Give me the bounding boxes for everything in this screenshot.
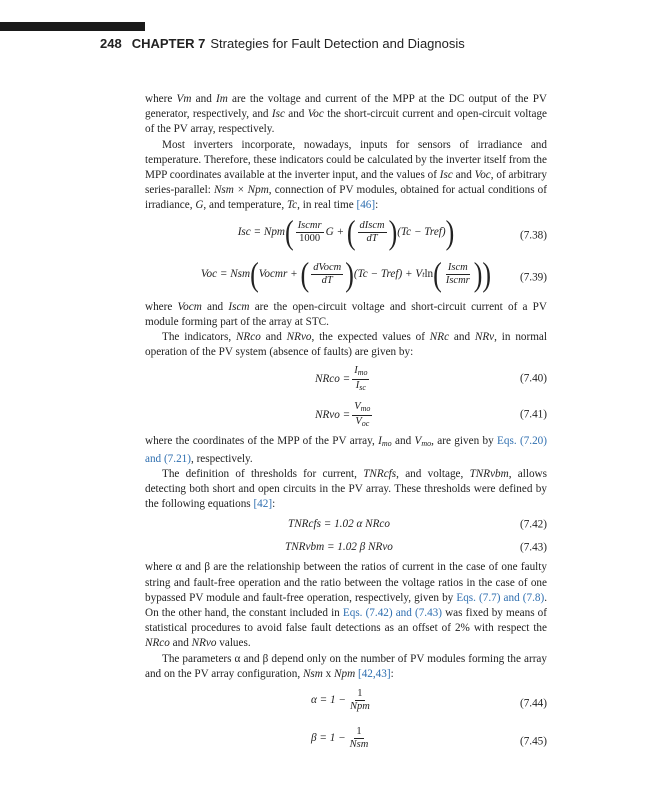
equation-number: (7.38) (519, 229, 547, 242)
equation-7-44: α = 1 − $\frac{1}{\text{Npm}}$ (7.44) (311, 688, 547, 713)
running-header (100, 36, 465, 51)
citation-link[interactable]: [42,43] (357, 667, 391, 680)
equation-7-39: Voc = Nsm ( Vocmr + ( $\frac{\text{dVocm}}{dT}$ ) (Tc − Tref) + V t ln ( $\frac{\text{Iscm}}{\text{Iscmr}}$ ) ) (7.39) (200, 255, 547, 293)
equation-7-41: NRvo = $\frac{V_{mo}}{V_{oc}}$ (7.41) (315, 401, 547, 429)
paragraph-3: where Vocm and Iscm are the open-circuit voltage and short-circuit current of a PV module forming part of the array at STC. (145, 300, 547, 328)
paragraph-2: Most inverters incorporate, nowadays, inputs for sensors of irradiance and temperature. Therefore, these indicators could be calculated by the inverter itself from the MPP coordinates available at the inverter input, and the values of Isc and Voc, of arbitrary series-parallel: Nsm × Npm, connection of PV modules, obtained for actual conditions of irradiance, G, and temperature, Tc, in real time [46]: (145, 138, 547, 212)
equation-number: (7.45) (519, 735, 547, 748)
equation-7-43: TNRvbm = 1.02 β NRvo (7.43) (145, 537, 547, 558)
chapter-title: Strategies for Fault Detection and Diagnosis (210, 36, 465, 51)
equation-reference-link[interactable]: Eqs. (7.42) and (7.43) (342, 607, 442, 620)
equation-number: (7.43) (519, 541, 547, 554)
paragraph-7: where α and β are the relationship between the ratios of current in the case of one faulty string and fault-free operation and the ratio between the voltage ratios in the case of one bypassed PV module and fault-free operation, respectively, given by Eqs. (7.7) and (7.8). On the other hand, the constant included in Eqs. (7.42) and (7.43) was fixed by means of statistical procedures to avoid false fault detections as an offset of 2% with respect the NRco and NRvo values. (145, 561, 547, 650)
equation-7-40: NRco = $\frac{I_{mo}}{I_{sc}}$ (7.40) (315, 365, 547, 393)
paragraph-1: where Vm and Im are the voltage and current of the MPP at the DC output of the PV generator, respectively, and Isc and Voc the short-circuit current and open-circuit voltage of the PV array, respectively. (145, 93, 548, 136)
equation-number: (7.42) (519, 518, 547, 531)
equation-reference-link[interactable]: Eqs. (7.20) and (7.21) (145, 435, 548, 465)
paragraph-4: The indicators, NRco and NRvo, the expected values of NRc and NRv, in normal operation of the PV system (absence of faults) are given by: (145, 331, 548, 359)
equation-number: (7.40) (519, 372, 547, 385)
citation-link[interactable]: [46] (356, 199, 376, 212)
paragraph-5: where the coordinates of the MPP of the PV array, $I_{mo}$ and $V_{mo}$, are given by Eqs. (7.20) and (7.21), respectively. (145, 435, 548, 465)
equation-reference-link[interactable]: Eqs. (7.7) and (7.8) (456, 591, 545, 604)
equation-number: (7.41) (519, 408, 547, 421)
equation-number: (7.39) (519, 271, 547, 284)
chapter-label: CHAPTER 7 (131, 36, 206, 51)
paragraph-6: The definition of thresholds for current, TNRcfs, and voltage, TNRvbm, allows detecting both short and open circuits in the PV array. These thresholds were defined by the following equations [42]: (145, 467, 547, 511)
page-number: 248 (100, 36, 122, 51)
equation-7-38: Isc = Npm ( $\frac{\text{Iscmr}}{1000}$ G + ( $\frac{\text{dIscm}}{dT}$ ) (Tc − Tref) ) (7.38) (237, 213, 547, 251)
equation-7-45: β = 1 − $\frac{1}{\text{Nsm}}$ (7.45) (311, 726, 547, 751)
equation-7-42: TNRcfs = 1.02 α NRco (7.42) (145, 514, 547, 535)
equation-number: (7.44) (519, 697, 547, 710)
paragraph-8: The parameters α and β depend only on the number of PV modules forming the array and on the PV array configuration, Nsm x Npm [42,43]: (145, 652, 547, 680)
citation-link[interactable]: [42] (253, 498, 273, 511)
header-bar (0, 22, 145, 31)
main-text (145, 92, 547, 762)
